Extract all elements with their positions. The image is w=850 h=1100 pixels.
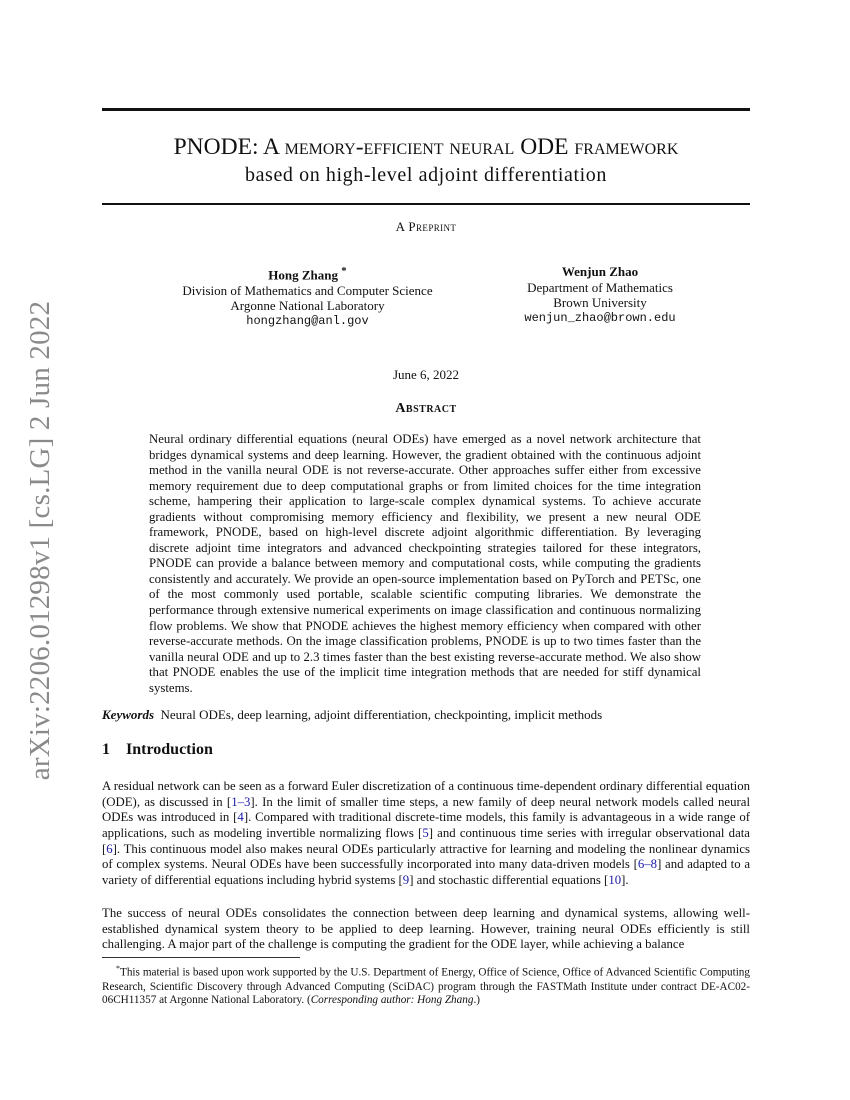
intro-paragraph-2: The success of neural ODEs consolidates the connection between deep learning and dynamical systems, allowing well-established dynamical system theory to be applied to deep learning. However, training neural ODEs efficiently is still challenging. A major part of the challenge is computing the gradient for the ODE layer, while achieving a balance [102,906,750,952]
author-name: Wenjun Zhao [561,264,639,279]
author-email: wenjun_zhao@brown.edu [524,310,676,325]
publication-date: June 6, 2022 [392,367,460,382]
paper-title-line1: PNODE: A memory-efficient neural ODE framework [173,134,679,160]
keywords-list: Neural ODEs, deep learning, adjoint differentiation, checkpointing, implicit methods [160,707,603,722]
author-email: hongzhang@anl.gov [246,313,369,328]
citation-link[interactable]: 6–8 [637,857,658,872]
citation-link[interactable]: 10 [608,872,622,887]
preprint-label: A Preprint [395,219,457,234]
abstract-body: Neural ordinary differential equations (neural ODEs) have emerged as a novel network architecture that bridges dynamical systems and deep learning. However, the gradient obtained with the continuous adjoint method in the vanilla neural ODE is not reverse-accurate. Other approaches suffer either from excessive memory requirement due to deep computational graphs or from limited choices for the time integration scheme, hampering their application to large-scale complex dynamical systems. To achieve accurate gradients without compromising memory efficiency and flexibility, we present a new neural ODE framework, PNODE, based on high-level discrete adjoint algorithmic differentiation. By leveraging discrete adjoint time integrators and advanced checkpointing strategies tailored for these integrators, PNODE can provide a balance between memory and computational costs, while computing the gradients consistently and accurately. We provide an open-source implementation based on PyTorch and PETSc, one of the most commonly used portable, scalable scientific computing libraries. We demonstrate the performance through extensive numerical experiments on image classification and continuous normalizing flow problems. We show that PNODE achieves the highest memory efficiency when compared with other reverse-accurate methods. On the image classification problems, PNODE is up to two times faster than the vanilla neural ODE and up to 2.3 times faster than the best existing reverse-accurate method. We also show that PNODE enables the use of the implicit time integration methods that are needed for stiff dynamical systems. [149,432,701,695]
section-title: Introduction [126,741,213,758]
section-number: 1 [102,741,110,758]
abstract-heading: Abstract [395,401,457,416]
footnote-rule [102,957,300,958]
keywords-label: Keywords [102,707,154,722]
citation-link[interactable]: 9 [402,872,410,887]
author-affiliation: Division of Mathematics and Computer Science [182,282,433,298]
title-bottom-rule [102,203,750,205]
paper-title-line2: based on high-level adjoint differentiation [244,164,607,186]
author-institution: Argonne National Laboratory [230,298,385,314]
footnote: *This material is based upon work supported by the U.S. Department of Energy, Office of Science, Office of Advanced Scientific Computing Research, Scientific Discovery through Advanced Computing (SciDAC) program through the FASTMath Institute under contract DE-AC02-06CH11357 at Argonne National Laboratory. (Corresponding author: Hong Zhang.) [102,964,750,1007]
intro-paragraph-1: A residual network can be seen as a forward Euler discretization of a continuous time-dependent ordinary differential equation (ODE), as discussed in [1–3]. In the limit of smaller time steps, a new family of deep neural network models called neural ODEs was introduced in [4]. Compared with traditional discrete-time models, this family is advantageous in a wide range of applications, such as modeling invertible normalizing flows [5] and continuous time series with irregular observational data [6]. This continuous model also makes neural ODEs particularly attractive for learning and modeling the nonlinear dynamics of complex systems. Neural ODEs have been successfully incorporated into many data-driven models [6–8] and adapted to a variety of differential equations including hybrid systems [9] and stochastic differential equations [10]. [102,779,751,887]
keywords-line [102,707,750,723]
author-block [150,264,465,329]
arxiv-identifier: arXiv:2206.01298v1 [cs.LG] 2 Jun 2022 [24,300,57,780]
title-top-rule [102,108,750,111]
author-institution: Brown University [553,295,647,310]
footnote-mark: * [116,964,120,973]
author-affiliation: Department of Mathematics [527,279,673,295]
author-name: Hong Zhang * [268,265,347,283]
citation-link[interactable]: 5 [422,825,429,840]
citation-link[interactable]: 4 [237,810,244,825]
author-block [470,264,730,326]
section-heading [102,741,750,759]
arxiv-stamp [18,300,64,780]
citation-link[interactable]: 6 [106,841,113,856]
citation-link[interactable]: 1–3 [231,794,251,809]
